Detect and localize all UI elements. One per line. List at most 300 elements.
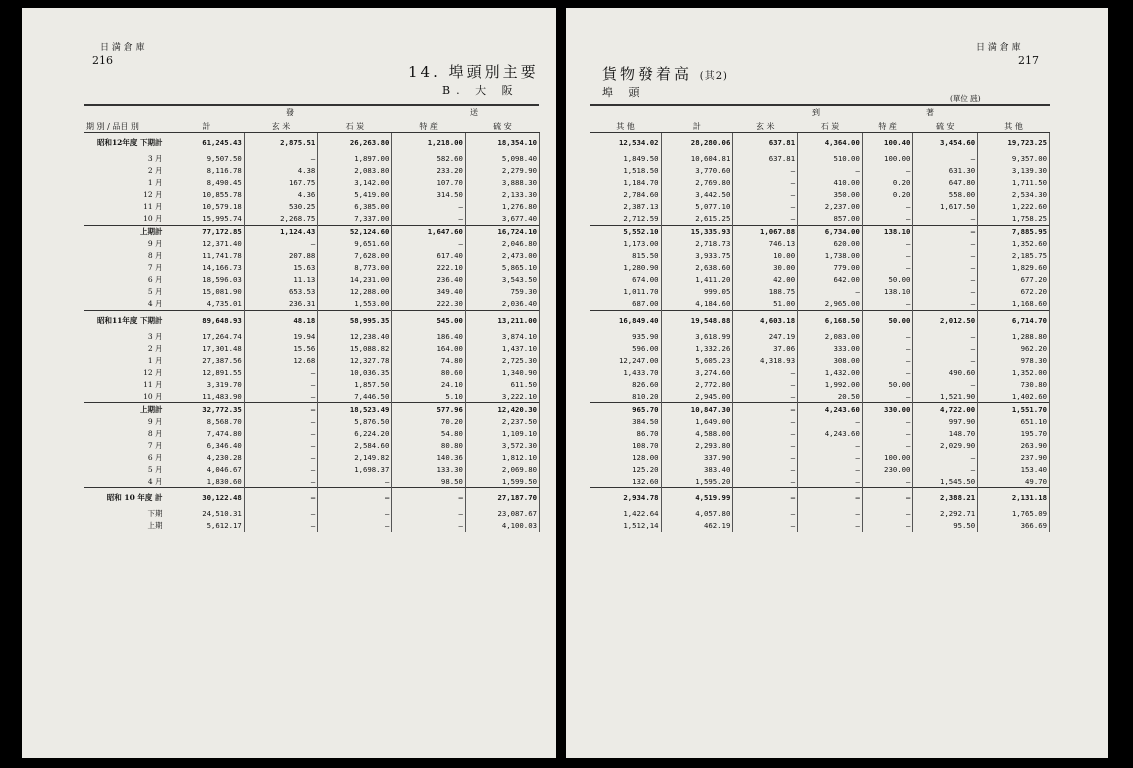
table-cell: —	[798, 415, 863, 427]
table-cell: 558.00	[913, 189, 978, 201]
table-cell: 12,327.78	[318, 354, 392, 366]
table-cell: 48.18	[244, 310, 318, 330]
table-cell: 2,725.30	[465, 354, 539, 366]
table-cell: 2,718.73	[661, 238, 733, 250]
table-cell: 10.00	[733, 250, 798, 262]
right-col-header: 石 炭	[798, 120, 863, 133]
table-row	[84, 463, 540, 475]
table-cell: —	[733, 439, 798, 451]
table-cell: 3,222.10	[465, 390, 539, 403]
table-cell: 7,885.95	[978, 225, 1050, 238]
table-cell: 89,648.93	[169, 310, 245, 330]
right-col-header: 玄 米	[733, 120, 798, 133]
table-cell: 7,446.50	[318, 390, 392, 403]
row-label: 8 月	[147, 251, 163, 260]
table-cell: 677.20	[978, 274, 1050, 286]
col-coal: 石 炭	[318, 120, 392, 133]
table-cell: 1,595.20	[661, 475, 733, 488]
table-cell: 263.90	[978, 439, 1050, 451]
table-cell: 237.90	[978, 451, 1050, 463]
table-cell: —	[798, 488, 863, 508]
table-cell: 672.20	[978, 286, 1050, 298]
table-cell: 164.00	[392, 342, 466, 354]
table-cell: 8,568.70	[169, 415, 245, 427]
table-cell: —	[392, 520, 466, 532]
table-cell: 4,057.80	[661, 508, 733, 520]
row-label: 4 月	[147, 299, 163, 308]
table-cell: 195.70	[978, 427, 1050, 439]
table-cell: —	[862, 520, 913, 532]
table-cell: —	[733, 165, 798, 177]
table-row	[590, 488, 1050, 508]
table-cell: 2,769.80	[661, 177, 733, 189]
col-total: 計	[169, 120, 245, 133]
table-cell: 857.00	[798, 213, 863, 226]
table-cell: 687.00	[590, 298, 661, 311]
table-cell: 1,649.00	[661, 415, 733, 427]
table-cell: 582.60	[392, 153, 466, 165]
row-label: 7 月	[147, 440, 163, 450]
table-cell: 1,011.70	[590, 286, 661, 298]
col-ammonium: 硫 安	[465, 120, 539, 133]
table-cell: 1,545.50	[913, 475, 978, 488]
table-row	[590, 378, 1050, 390]
table-row	[84, 298, 540, 311]
table-cell: 10,855.78	[169, 189, 245, 201]
right-page-number: 217	[1018, 54, 1039, 67]
table-row	[590, 133, 1050, 153]
table-cell: 1,698.37	[318, 463, 392, 475]
table-cell: 7,628.00	[318, 250, 392, 262]
table-cell: 74.80	[392, 354, 466, 366]
table-cell: 2,012.50	[913, 310, 978, 330]
table-cell: 2,772.80	[661, 378, 733, 390]
table-cell: 18,596.03	[169, 274, 245, 286]
table-cell: 1,830.60	[169, 475, 245, 488]
table-row	[590, 415, 1050, 427]
table-cell: —	[862, 262, 913, 274]
table-cell: 620.00	[798, 238, 863, 250]
table-cell: 2,069.80	[465, 463, 539, 475]
table-cell: 6,714.70	[978, 310, 1050, 330]
table-cell: —	[318, 488, 392, 508]
table-cell: 653.53	[244, 286, 318, 298]
table-cell: 333.00	[798, 342, 863, 354]
table-cell: 138.10	[862, 225, 913, 238]
left-group-header-2: 送	[470, 108, 478, 117]
table-cell: 3,770.60	[661, 165, 733, 177]
table-cell: 2,292.71	[913, 508, 978, 520]
table-cell: —	[798, 475, 863, 488]
table-cell: 2,083.80	[318, 165, 392, 177]
table-cell: 20.50	[798, 390, 863, 403]
table-cell: 61,245.43	[169, 133, 245, 153]
table-cell: 51.00	[733, 298, 798, 311]
row-label: 昭和12年度 下期計	[96, 138, 163, 148]
table-cell: —	[913, 463, 978, 475]
table-row	[590, 439, 1050, 451]
table-cell: 674.00	[590, 274, 661, 286]
table-cell: 5,605.23	[661, 354, 733, 366]
table-cell: —	[244, 427, 318, 439]
table-row	[84, 427, 540, 439]
table-cell: 1,340.90	[465, 366, 539, 378]
table-row	[590, 342, 1050, 354]
table-cell: 7,337.00	[318, 213, 392, 226]
table-cell: 2,279.90	[465, 165, 539, 177]
table-cell: 1,897.00	[318, 153, 392, 165]
table-row	[84, 366, 540, 378]
table-cell: —	[244, 378, 318, 390]
table-cell: 1,518.50	[590, 165, 661, 177]
table-cell: 6,346.40	[169, 439, 245, 451]
table-cell: 611.50	[465, 378, 539, 390]
table-cell: 350.00	[798, 189, 863, 201]
row-label: 上期計	[84, 225, 169, 238]
table-row	[590, 520, 1050, 532]
table-row	[84, 274, 540, 286]
table-cell: —	[862, 427, 913, 439]
table-cell: 5.10	[392, 390, 466, 403]
table-cell: 1,422.64	[590, 508, 661, 520]
table-cell: —	[862, 415, 913, 427]
table-cell: 3,319.70	[169, 378, 245, 390]
table-cell: 999.05	[661, 286, 733, 298]
row-label: 7 月	[147, 263, 163, 272]
table-row	[84, 250, 540, 262]
col-rice: 玄 米	[244, 120, 318, 133]
table-cell: —	[913, 378, 978, 390]
row-label: 9 月	[147, 239, 163, 248]
table-cell: 133.30	[392, 463, 466, 475]
table-cell: 5,077.10	[661, 201, 733, 213]
right-header: 日 満 倉 庫	[976, 43, 1021, 53]
table-cell: 12,247.00	[590, 354, 661, 366]
row-label: 12 月	[143, 190, 163, 199]
table-cell: 1,992.00	[798, 378, 863, 390]
table-cell: 1,758.25	[978, 213, 1050, 226]
row-label: 12 月	[143, 367, 163, 377]
table-cell: 810.20	[590, 390, 661, 403]
table-cell: —	[244, 238, 318, 250]
table-cell: 107.70	[392, 177, 466, 189]
table-cell: 140.36	[392, 451, 466, 463]
table-cell: 100.00	[862, 153, 913, 165]
table-cell: 11.13	[244, 274, 318, 286]
table-row	[590, 238, 1050, 250]
table-cell: 42.00	[733, 274, 798, 286]
table-cell: 510.00	[798, 153, 863, 165]
left-table-body	[84, 133, 540, 532]
table-cell: —	[244, 153, 318, 165]
table-cell: 222.10	[392, 262, 466, 274]
table-cell: 50.00	[862, 378, 913, 390]
table-cell: 14,166.73	[169, 262, 245, 274]
table-cell: 577.96	[392, 403, 466, 416]
table-cell: 58,995.35	[318, 310, 392, 330]
table-cell: 15,335.93	[661, 225, 733, 238]
table-cell: 100.40	[862, 133, 913, 153]
table-row	[84, 354, 540, 366]
table-cell: 148.70	[913, 427, 978, 439]
table-cell: —	[798, 508, 863, 520]
table-cell: 6,734.00	[798, 225, 863, 238]
table-cell: 779.00	[798, 262, 863, 274]
table-cell: 2,945.00	[661, 390, 733, 403]
table-cell: —	[733, 427, 798, 439]
table-cell: —	[862, 488, 913, 508]
table-cell: 1,738.00	[798, 250, 863, 262]
table-row	[84, 415, 540, 427]
table-cell: —	[862, 213, 913, 226]
table-cell: 12,371.40	[169, 238, 245, 250]
table-cell: 37.06	[733, 342, 798, 354]
table-row	[590, 286, 1050, 298]
table-cell: 3,454.60	[913, 133, 978, 153]
table-row	[84, 488, 540, 508]
right-title: 貨物發着高 (其2)	[602, 65, 728, 83]
table-cell: 530.25	[244, 201, 318, 213]
row-label: 6 月	[147, 452, 163, 462]
table-cell: 383.40	[661, 463, 733, 475]
table-cell: 19,548.88	[661, 310, 733, 330]
table-cell: 24.10	[392, 378, 466, 390]
table-cell: 8,116.78	[169, 165, 245, 177]
table-cell: —	[733, 177, 798, 189]
row-label: 4 月	[147, 476, 163, 486]
table-cell: 1,551.70	[978, 403, 1050, 416]
table-cell: 132.60	[590, 475, 661, 488]
row-label: 上期計	[84, 403, 169, 416]
table-cell: 6,385.00	[318, 201, 392, 213]
table-cell: 965.70	[590, 403, 661, 416]
table-cell: 9,507.50	[169, 153, 245, 165]
table-cell: —	[733, 213, 798, 226]
table-cell: 12,534.02	[590, 133, 661, 153]
table-cell: 2,268.75	[244, 213, 318, 226]
table-cell: —	[244, 439, 318, 451]
table-cell: 233.20	[392, 165, 466, 177]
table-cell: 4,243.60	[798, 427, 863, 439]
table-cell: 153.40	[978, 463, 1050, 475]
table-cell: 5,612.17	[169, 520, 245, 532]
table-cell: 651.10	[978, 415, 1050, 427]
table-cell: 1,280.90	[590, 262, 661, 274]
row-label: 3 月	[147, 154, 163, 163]
table-cell: 1,332.26	[661, 342, 733, 354]
table-row	[590, 463, 1050, 475]
table-cell: —	[244, 508, 318, 520]
unit-label: (單位 瓲)	[950, 94, 981, 103]
table-cell: 4,100.03	[465, 520, 539, 532]
table-cell: 128.00	[590, 451, 661, 463]
table-cell: 4,722.00	[913, 403, 978, 416]
left-title: 14. 埠頭別主要	[408, 63, 539, 81]
table-cell: 2,712.59	[590, 213, 661, 226]
table-cell: 125.20	[590, 463, 661, 475]
table-cell: —	[862, 250, 913, 262]
table-cell: 24,510.31	[169, 508, 245, 520]
table-cell: 236.40	[392, 274, 466, 286]
table-cell: —	[244, 451, 318, 463]
table-cell: 0.20	[862, 177, 913, 189]
table-row	[84, 286, 540, 298]
table-cell: 3,274.60	[661, 366, 733, 378]
table-cell: 3,543.50	[465, 274, 539, 286]
table-cell: 384.50	[590, 415, 661, 427]
table-row	[590, 201, 1050, 213]
table-cell: 2,615.25	[661, 213, 733, 226]
table-row	[84, 133, 540, 153]
table-cell: —	[798, 451, 863, 463]
table-cell: 4,243.60	[798, 403, 863, 416]
table-cell: —	[862, 298, 913, 311]
row-label: 2 月	[147, 166, 163, 175]
table-cell: —	[318, 520, 392, 532]
table-cell: 52,124.60	[318, 225, 392, 238]
table-cell: 3,142.00	[318, 177, 392, 189]
table-row	[590, 298, 1050, 311]
row-label: 昭和11年度 下期計	[84, 310, 169, 330]
table-cell: 730.80	[978, 378, 1050, 390]
right-group-header: 到	[812, 108, 820, 117]
table-cell: —	[733, 390, 798, 403]
table-cell: 28,280.06	[661, 133, 733, 153]
table-cell: 3,618.99	[661, 330, 733, 342]
table-cell: —	[392, 508, 466, 520]
table-cell: 236.31	[244, 298, 318, 311]
table-row	[84, 475, 540, 488]
table-cell: 1,218.00	[392, 133, 466, 153]
table-cell: —	[862, 201, 913, 213]
table-cell: 2,293.80	[661, 439, 733, 451]
table-cell: 462.19	[661, 520, 733, 532]
row-label: 3 月	[147, 331, 163, 341]
table-cell: 7,474.80	[169, 427, 245, 439]
table-cell: 30,122.48	[169, 488, 245, 508]
table-cell: —	[733, 189, 798, 201]
table-cell: —	[913, 238, 978, 250]
table-cell: 490.60	[913, 366, 978, 378]
table-cell: 10,036.35	[318, 366, 392, 378]
table-cell: 978.30	[978, 354, 1050, 366]
table-cell: 1,109.10	[465, 427, 539, 439]
table-cell: 50.00	[862, 274, 913, 286]
table-cell: 17,264.74	[169, 330, 245, 342]
table-cell: —	[913, 451, 978, 463]
table-cell: 12,420.30	[465, 403, 539, 416]
table-cell: 1,067.88	[733, 225, 798, 238]
table-row	[590, 213, 1050, 226]
table-cell: 230.00	[862, 463, 913, 475]
table-cell: 642.00	[798, 274, 863, 286]
table-row	[84, 451, 540, 463]
table-cell: 12,238.40	[318, 330, 392, 342]
table-cell: 5,876.50	[318, 415, 392, 427]
table-cell: 1,553.00	[318, 298, 392, 311]
right-table	[590, 120, 1050, 532]
table-cell: 138.10	[862, 286, 913, 298]
table-cell: 4.38	[244, 165, 318, 177]
table-cell: 2,131.18	[978, 488, 1050, 508]
table-cell: 1,617.50	[913, 201, 978, 213]
table-cell: 1,411.20	[661, 274, 733, 286]
right-col-header: 其 他	[978, 120, 1050, 133]
table-cell: —	[862, 342, 913, 354]
row-label: 10 月	[143, 391, 163, 401]
table-cell: 2,133.30	[465, 189, 539, 201]
table-cell: 4,519.99	[661, 488, 733, 508]
row-label: 昭和 10 年度 計	[84, 488, 169, 508]
table-row	[590, 274, 1050, 286]
row-label: 8 月	[147, 428, 163, 438]
table-cell: —	[913, 342, 978, 354]
table-cell: 18,523.49	[318, 403, 392, 416]
table-cell: —	[862, 390, 913, 403]
table-cell: —	[392, 213, 466, 226]
table-cell: 637.81	[733, 133, 798, 153]
table-cell: —	[913, 250, 978, 262]
table-cell: —	[392, 201, 466, 213]
table-cell: 647.80	[913, 177, 978, 189]
row-label: 1 月	[147, 178, 163, 187]
table-cell: 95.50	[913, 520, 978, 532]
table-cell: —	[733, 475, 798, 488]
table-row	[84, 439, 540, 451]
table-cell: —	[862, 165, 913, 177]
table-cell: 15.56	[244, 342, 318, 354]
table-cell: 2,237.00	[798, 201, 863, 213]
col-special: 特 産	[392, 120, 466, 133]
table-cell: 2,473.00	[465, 250, 539, 262]
table-cell: 86.70	[590, 427, 661, 439]
table-cell: 1,711.50	[978, 177, 1050, 189]
table-cell: 410.00	[798, 177, 863, 189]
table-cell: 15,081.90	[169, 286, 245, 298]
table-row	[590, 403, 1050, 416]
table-cell: 50.00	[862, 310, 913, 330]
table-row	[590, 225, 1050, 238]
table-row	[590, 366, 1050, 378]
table-cell: 314.50	[392, 189, 466, 201]
row-label: 10 月	[143, 214, 163, 223]
table-cell: 4,184.60	[661, 298, 733, 311]
table-cell: 1,849.50	[590, 153, 661, 165]
table-cell: 4,735.01	[169, 298, 245, 311]
table-cell: 9,357.00	[978, 153, 1050, 165]
table-cell: 0.20	[862, 189, 913, 201]
table-cell: 5,552.10	[590, 225, 661, 238]
table-cell: —	[318, 475, 392, 488]
left-header: 日 満 倉 庫	[100, 43, 145, 53]
table-row	[590, 310, 1050, 330]
table-cell: 1,647.60	[392, 225, 466, 238]
table-cell: 12,288.00	[318, 286, 392, 298]
table-row	[590, 508, 1050, 520]
table-cell: —	[913, 153, 978, 165]
table-cell: 4,603.18	[733, 310, 798, 330]
table-cell: 247.19	[733, 330, 798, 342]
table-cell: 2,046.80	[465, 238, 539, 250]
table-cell: 1,521.90	[913, 390, 978, 403]
table-cell: —	[798, 165, 863, 177]
table-cell: 18,354.10	[465, 133, 539, 153]
right-col-header: 其 他	[590, 120, 661, 133]
table-cell: —	[244, 390, 318, 403]
table-cell: —	[798, 520, 863, 532]
table-cell: 617.40	[392, 250, 466, 262]
table-cell: 26,263.80	[318, 133, 392, 153]
